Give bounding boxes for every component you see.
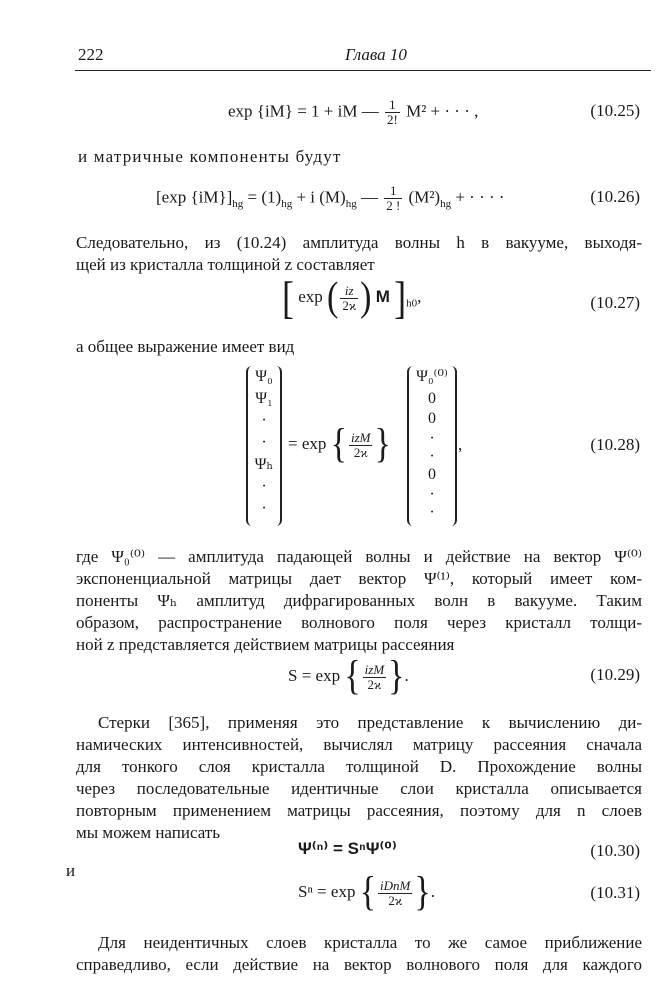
eq-number-10-31: (10.31) (590, 883, 640, 902)
eq-number-10-27: (10.27) (590, 293, 640, 312)
equation-10-29: S = exp { $\frac{\text{izM}}{2ϰ}$ }. (288, 654, 409, 699)
eq-number-10-25: (10.25) (590, 101, 640, 120)
paragraph-2: Следовательно, из (10.24) амплитуда волны h в вакууме, выходя- щей из кристалла толщиной z составляет (76, 233, 642, 274)
paragraph-4: где Ψ₀⁽⁰⁾ — амплитуда падающей волны и действие на вектор Ψ⁽⁰⁾ экспоненциальной матрицы дает вектор Ψ⁽¹⁾, который имеет ком- поненты Ψₕ амплитуд дифрагированных волн в вакууме. Таким образом, распространение волнового поля через кристалл толщи- ной z представляется действием матрицы рассеяния (76, 547, 642, 654)
header-rule (75, 70, 651, 71)
eq-number-10-26: (10.26) (590, 187, 640, 206)
paragraph-3: а общее выражение имеет вид (76, 337, 295, 356)
equation-10-25 (228, 98, 478, 127)
paragraph-1: и матричные компоненты будут (78, 147, 342, 166)
eq-10-25-lhs: exp {iM} = (228, 101, 307, 121)
eq-10-28-middle: = exp { $\frac{\text{izM}}{2ϰ}$ } (288, 422, 391, 467)
equation-10-31: Sⁿ = exp { $\frac{\text{iDnM}}{2ϰ}$ }. (298, 870, 435, 915)
chapter-title: Глава 10 (345, 45, 407, 64)
paragraph-6: и (66, 861, 76, 880)
eq-number-10-28: (10.28) (590, 435, 640, 454)
vector-psi: Ψ₀ Ψ₁ · · Ψₕ · · (246, 366, 282, 526)
equation-10-30: Ψ⁽ⁿ⁾ = SⁿΨ⁽⁰⁾ (298, 839, 397, 858)
eq-10-25-rhs: 1 + iM — (311, 101, 379, 121)
paragraph-5: Стерки [365], применяя это представление к вычислению ди- намических интенсивностей, вычислял матрицу рассеяния сначала для тонкого слоя кристалла толщиной D. Прохождение волны через последовательные идентичные слои кристалла описывается повторным применением матрицы рассеяния, поэтому для n слоев мы можем написать (76, 713, 642, 842)
equation-10-27: [ exp ( $\frac{iz}{2ϰ}$ ) M ]$_{h0}$, (282, 273, 422, 323)
paragraph-7: Для неидентичных слоев кристалла то же самое приближение справедливо, если действие на вектор волнового поля для каждого (76, 933, 642, 974)
eq-10-28-comma: , (458, 435, 463, 454)
eq-number-10-29: (10.29) (590, 665, 640, 684)
page-number: 222 (78, 45, 104, 64)
vector-psi-0: Ψ₀⁽⁰⁾ 0 0 · · 0 · · (407, 366, 457, 526)
equation-10-26: [exp $\{iM\}]_{hg} = (1)_{hg} + i$ $(M)_{hg}$ — $\frac{1}{2 !}$ $(M^2)_{hg}$ + · · · · (156, 183, 505, 213)
eq-number-10-30: (10.30) (590, 841, 640, 860)
eq-10-25-tail: M² + · · · , (406, 101, 479, 121)
eq-10-25-fraction: $\frac{1}{2!}$ (386, 97, 398, 127)
